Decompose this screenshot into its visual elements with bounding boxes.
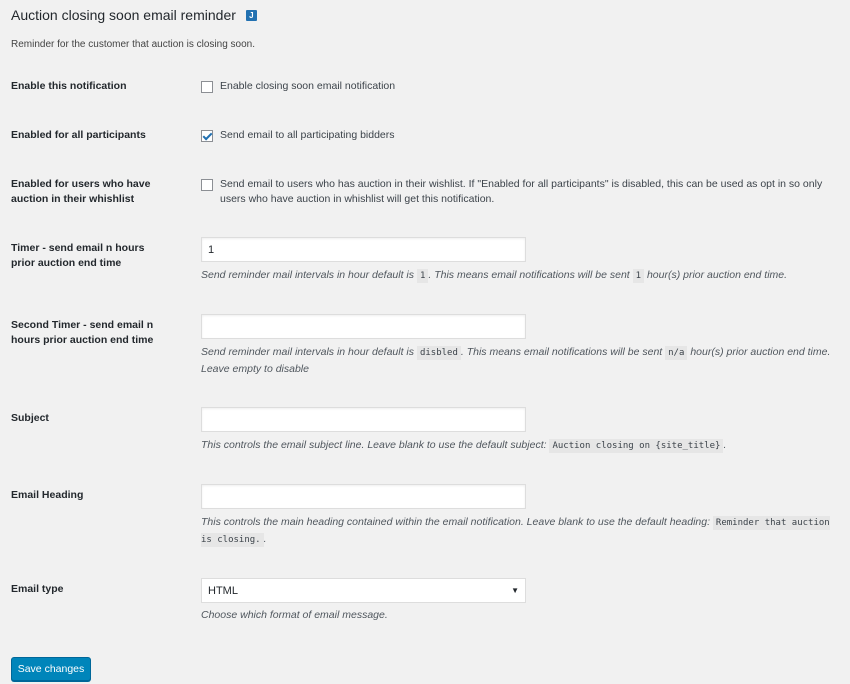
subject-default-code: Auction closing on {site_title} (549, 439, 723, 453)
all-participants-label: Enabled for all participants (11, 129, 146, 141)
subject-label: Subject (11, 412, 49, 424)
wishlist-checkbox-label[interactable]: Send email to users who has auction in their wishlist. If "Enabled for all participants" is disabled, this can be used as opt in so only users who have auction in whishlist will get this notification. (220, 178, 823, 205)
second-timer-description: Send reminder mail intervals in hour default is disbled . This means email notifications will be sent n/a hour(s) prior auction end time. Leave empty to disable (201, 346, 831, 375)
wishlist-row[interactable] (201, 179, 841, 207)
timer-description: Send reminder mail intervals in hour default is 1 . This means email notifications will be sent 1 hour(s) prior auction end time. (201, 269, 788, 281)
wishlist-label: Enabled for users who have auction in their whishlist (11, 178, 151, 205)
email-heading-input[interactable] (201, 484, 526, 509)
wishlist-checkbox[interactable] (201, 179, 213, 191)
second-timer-input[interactable] (201, 314, 526, 339)
all-participants-checkbox[interactable] (201, 130, 213, 142)
page-title (11, 7, 257, 23)
page-title-text: Auction closing soon email reminder (11, 7, 236, 23)
all-participants-checkbox-label[interactable]: Send email to all participating bidders (220, 129, 395, 141)
timer-default-code: 1 (417, 269, 428, 283)
timer-label: Timer - send email n hours prior auction end time (11, 242, 145, 269)
enable-notification-checkbox[interactable] (201, 81, 213, 93)
email-type-selected-value: HTML (208, 584, 238, 597)
email-heading-description: This controls the main heading contained within the email notification. Leave blank to use the default heading: Reminder that auction is closing. . (201, 516, 830, 545)
enable-notification-row[interactable] (201, 81, 841, 94)
second-timer-label: Second Timer - send email n hours prior auction end time (11, 319, 154, 346)
email-heading-label: Email Heading (11, 489, 84, 501)
email-type-description: Choose which format of email message. (201, 609, 388, 621)
enable-notification-label: Enable this notification (11, 80, 127, 92)
subject-input[interactable] (201, 407, 526, 432)
dropdown-arrow-icon: ▼ (511, 586, 519, 595)
save-changes-button[interactable]: Save changes (11, 657, 91, 681)
second-timer-default-code: disbled (417, 346, 461, 360)
subject-description: This controls the email subject line. Leave blank to use the default subject: Auction closing on {site_title} . (201, 439, 727, 451)
second-timer-value-code: n/a (665, 346, 687, 360)
email-type-label: Email type (11, 583, 64, 595)
email-type-select[interactable] (201, 578, 526, 603)
all-participants-row[interactable] (201, 130, 841, 143)
email-heading-default-code: Reminder that auction is closing. (201, 518, 830, 545)
help-badge-icon[interactable]: J (246, 10, 257, 21)
page-description: Reminder for the customer that auction is closing soon. (11, 39, 256, 50)
timer-value-code: 1 (633, 269, 644, 283)
timer-input[interactable] (201, 237, 526, 262)
enable-notification-checkbox-label[interactable]: Enable closing soon email notification (220, 80, 396, 92)
